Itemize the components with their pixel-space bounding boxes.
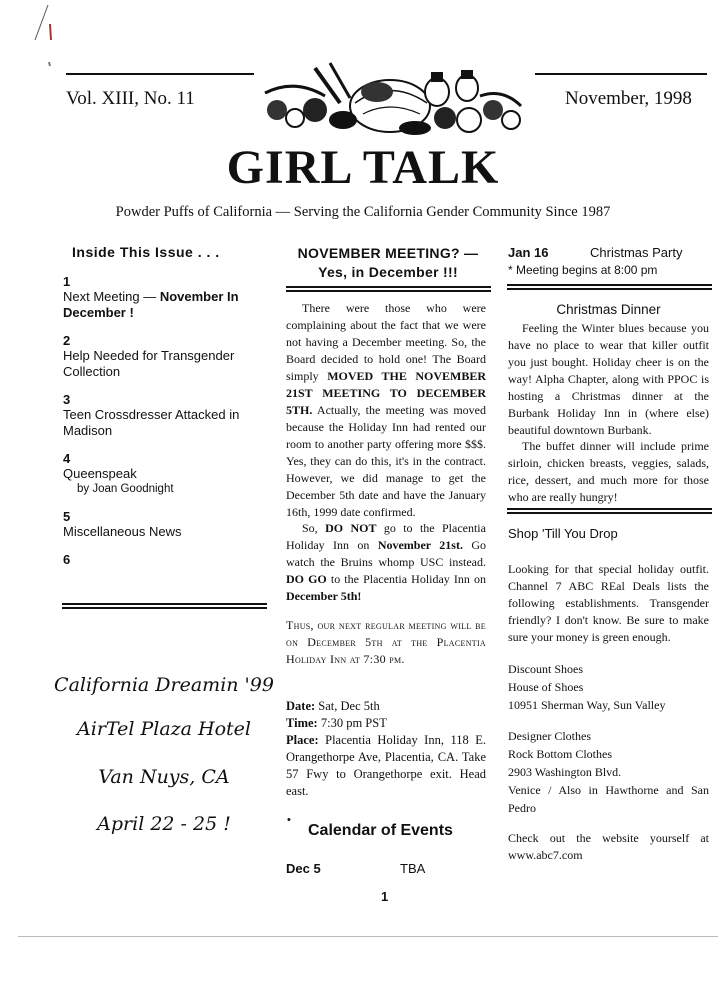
toc-item-4[interactable] [63,451,278,497]
shop-list-item: 10951 Sherman Way, Sun Valley [508,698,666,712]
toc-number: 6 [63,552,71,567]
masthead-rule-right [535,73,707,75]
scan-edge-line [18,936,718,937]
shop-list-item: Venice / Also in Hawthorne and San Pedro [508,783,709,815]
toc-text: Next Meeting — [63,289,160,304]
dinner-paragraph-1: Feeling the Winter blues because you have no place to wear that killer outfit you just bought. Holiday cheer is on the way! Alpha Chapter, along with PPOC is hosting a Christmas dinner at the Burbank Holiday Inn in (where else) beautiful downtown Burbank. [508,321,709,437]
toc-item-6[interactable] [63,552,278,567]
shop-list-item: 2903 Washington Blvd. [508,765,622,779]
meeting-paragraph-2: So, DO NOT go to the Placentia Holiday Inn on November 21st. Go watch the Bruins whomp USC instead. DO GO to the Placentia Holiday Inn on December 5th! [286,521,487,603]
toc-text: Help Needed for Transgender Collection [63,348,235,379]
toc-divider [62,603,267,609]
promo-event-name: California Dreamin '99 [54,674,274,696]
toc-number: 4 [63,451,71,466]
toc-number: 1 [63,274,71,289]
toc-item-2[interactable] [63,333,278,380]
shop-paragraph-1: Looking for that special holiday outfit. Channel 7 ABC REal Deals lists the following establishments. Transgender friendly? I don't know. Be sure to make sure your money is green enough. [508,562,709,644]
shop-heading: Shop 'Till You Drop [508,526,618,541]
meeting-heading-divider [286,286,491,292]
promo-dates: April 22 - 25 ! [97,813,231,835]
dinner-divider [507,508,712,514]
page-number: 1 [381,889,389,904]
toc-text: Queenspeak [63,466,137,481]
scan-mark [30,0,60,80]
meeting-heading [285,244,491,282]
shop-list-item: House of Shoes [508,680,584,694]
meeting-paragraph-1: There were those who were complaining about the fact that we were not having a December meeting. So, the Board decided to hold one! The Board simply MOVED THE NOVEMBER 21ST MEETING TO DECEMBER 5TH. Actually, the meeting was moved because the Holiday Inn had rented our room to another party offering more $$$. Yes, they can do this, it's in the contract. However, we did manage to get the December 5th date and have the January 16th, 1999 date confirmed. [286,301,486,519]
meeting-place: Place: Placentia Holiday Inn, 118 E. Orangethorpe Ave, Placentia, CA. Take 57 Fwy to Orangethorpe exit. Head east. [286,733,486,798]
toc-text: Miscellaneous News [63,524,182,539]
meeting-date: Date: Sat, Dec 5th [286,699,380,713]
shop-paragraph-2: Check out the website yourself at www.abc7.com [508,831,709,862]
toc-text: Teen Crossdresser Attacked in Madison [63,407,240,438]
shop-list-item: Discount Shoes [508,662,583,676]
meeting-heading-line2: Yes, in December !!! [318,264,458,280]
shop-list-shoes [508,660,709,714]
meeting-time: Time: 7:30 pm PST [286,716,387,730]
harvest-illustration-icon [255,48,525,138]
issue-date: November, 1998 [565,88,692,109]
calendar-divider [507,284,712,290]
promo-venue: AirTel Plaza Hotel [77,718,251,740]
calendar-note: * Meeting begins at 8:00 pm [508,263,658,277]
toc-list [63,274,278,567]
toc-number: 2 [63,333,71,348]
bullet-icon: • [287,814,291,826]
calendar-event-2: Christmas Party [590,245,683,260]
toc-item-5[interactable] [63,509,278,540]
calendar-heading: Calendar of Events [308,822,453,839]
toc-number: 5 [63,509,71,524]
meeting-paragraph-3: Thus, our next regular meeting will be on December 5th at the Placentia Holiday Inn at 7:30 pm. [286,618,486,666]
shop-list-item: Designer Clothes [508,729,591,743]
meeting-heading-line1: NOVEMBER MEETING? — [297,245,479,261]
shop-list-clothes [508,727,709,817]
shop-list-item: Rock Bottom Clothes [508,747,613,761]
toc-number: 3 [63,392,71,407]
calendar-event-1: TBA [400,861,426,876]
toc-byline: by Joan Goodnight [77,483,174,495]
dinner-heading: Christmas Dinner [556,302,661,317]
newsletter-tagline: Powder Puffs of California — Serving the California Gender Community Since 1987 [115,204,611,220]
toc-text-bold: November In December ! [63,289,239,320]
meeting-details [286,698,486,800]
calendar-date-1: Dec 5 [286,861,321,876]
promo-city: Van Nuys, CA [98,766,230,788]
calendar-date-2: Jan 16 [508,245,549,260]
toc-item-3[interactable] [63,392,278,439]
toc-heading: Inside This Issue . . . [72,244,220,260]
dinner-paragraph-2: The buffet dinner will include prime sirloin, chicken breasts, veggies, salads, rice, dessert, and much more for those who are really hungry! [508,439,709,504]
volume-label: Vol. XIII, No. 11 [66,88,195,109]
newsletter-title: GIRL TALK [226,141,500,194]
masthead-rule-left [66,73,254,75]
toc-item-1[interactable] [63,274,278,321]
